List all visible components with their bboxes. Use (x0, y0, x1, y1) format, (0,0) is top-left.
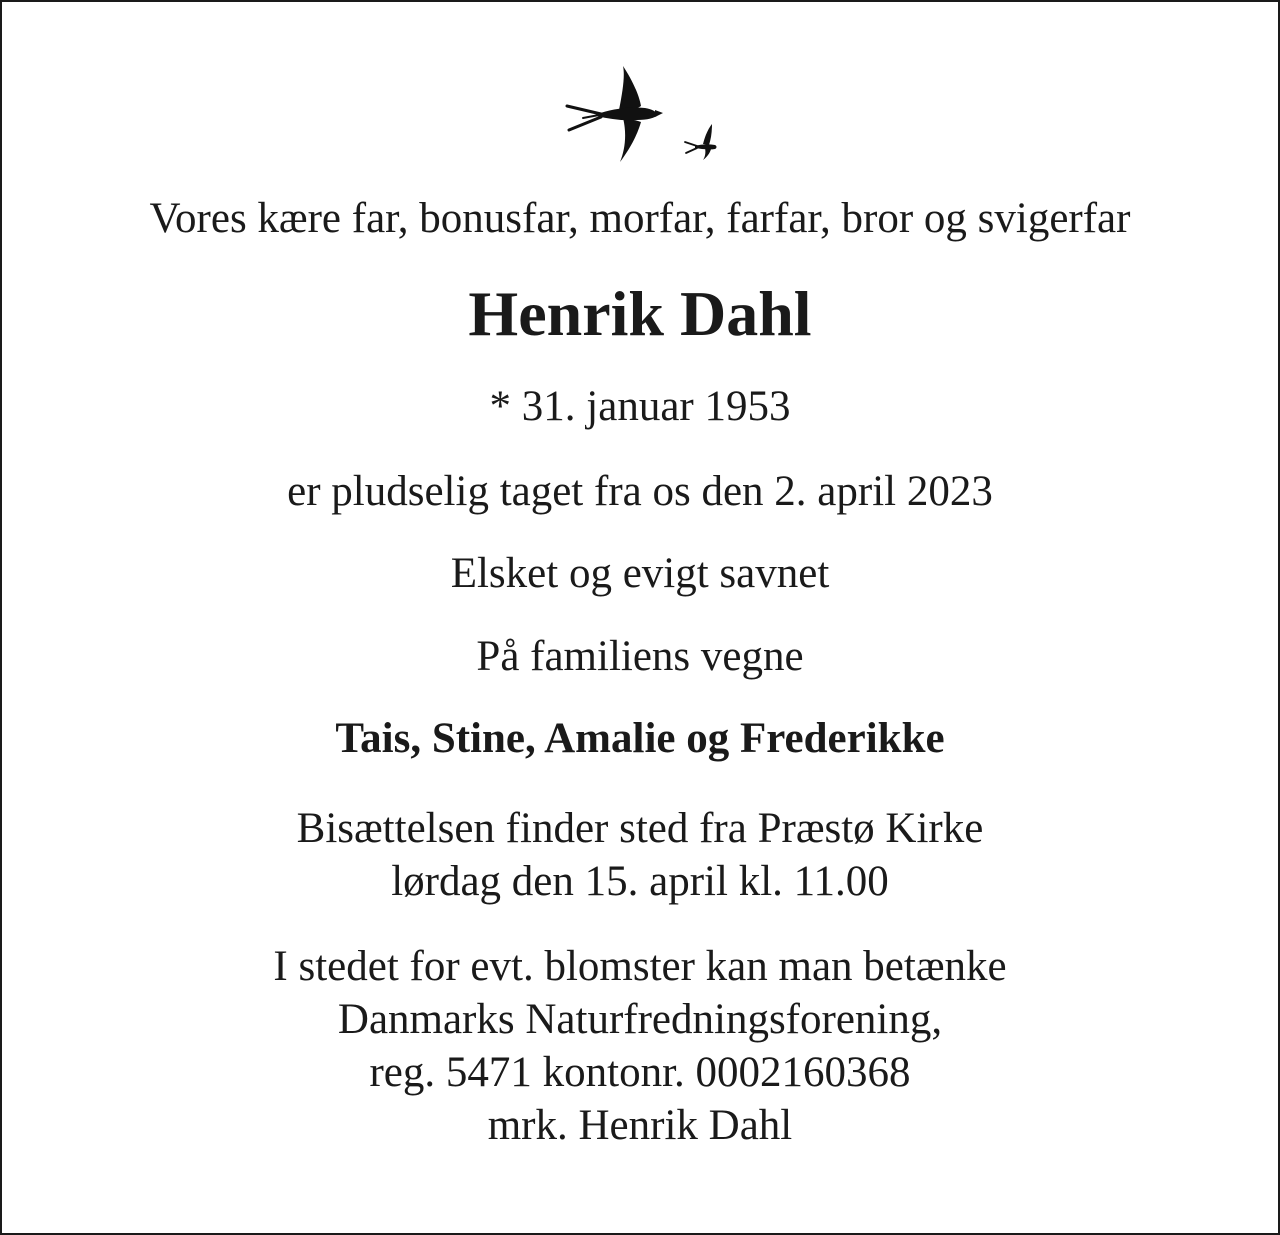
family-names: Tais, Stine, Amalie og Frederikke (335, 715, 945, 762)
funeral-info (2, 802, 1278, 908)
donation-info (2, 940, 1278, 1152)
intro-line: Vores kære far, bonusfar, morfar, farfar, bror og svigerfar (149, 195, 1131, 242)
swallow-small-icon (685, 124, 717, 160)
birth-date: * 31. januar 1953 (489, 383, 791, 430)
donation-line: Danmarks Naturfredningsforening, (337, 996, 943, 1043)
donation-line: I stedet for evt. blomster kan man betænke (273, 943, 1007, 990)
loved-line: Elsket og evigt savnet (450, 550, 830, 597)
deceased-name: Henrik Dahl (468, 278, 812, 349)
funeral-line: Bisættelsen finder sted fra Præstø Kirke (296, 805, 984, 852)
donation-line: mrk. Henrik Dahl (487, 1102, 793, 1149)
swallow-icon (567, 66, 663, 162)
swallows-icon (557, 60, 737, 170)
on-behalf-line: På familiens vegne (476, 633, 804, 680)
funeral-line: lørdag den 15. april kl. 11.00 (391, 858, 889, 905)
death-date: er pludselig taget fra os den 2. april 2023 (287, 468, 993, 515)
donation-line: reg. 5471 kontonr. 0002160368 (369, 1049, 911, 1096)
